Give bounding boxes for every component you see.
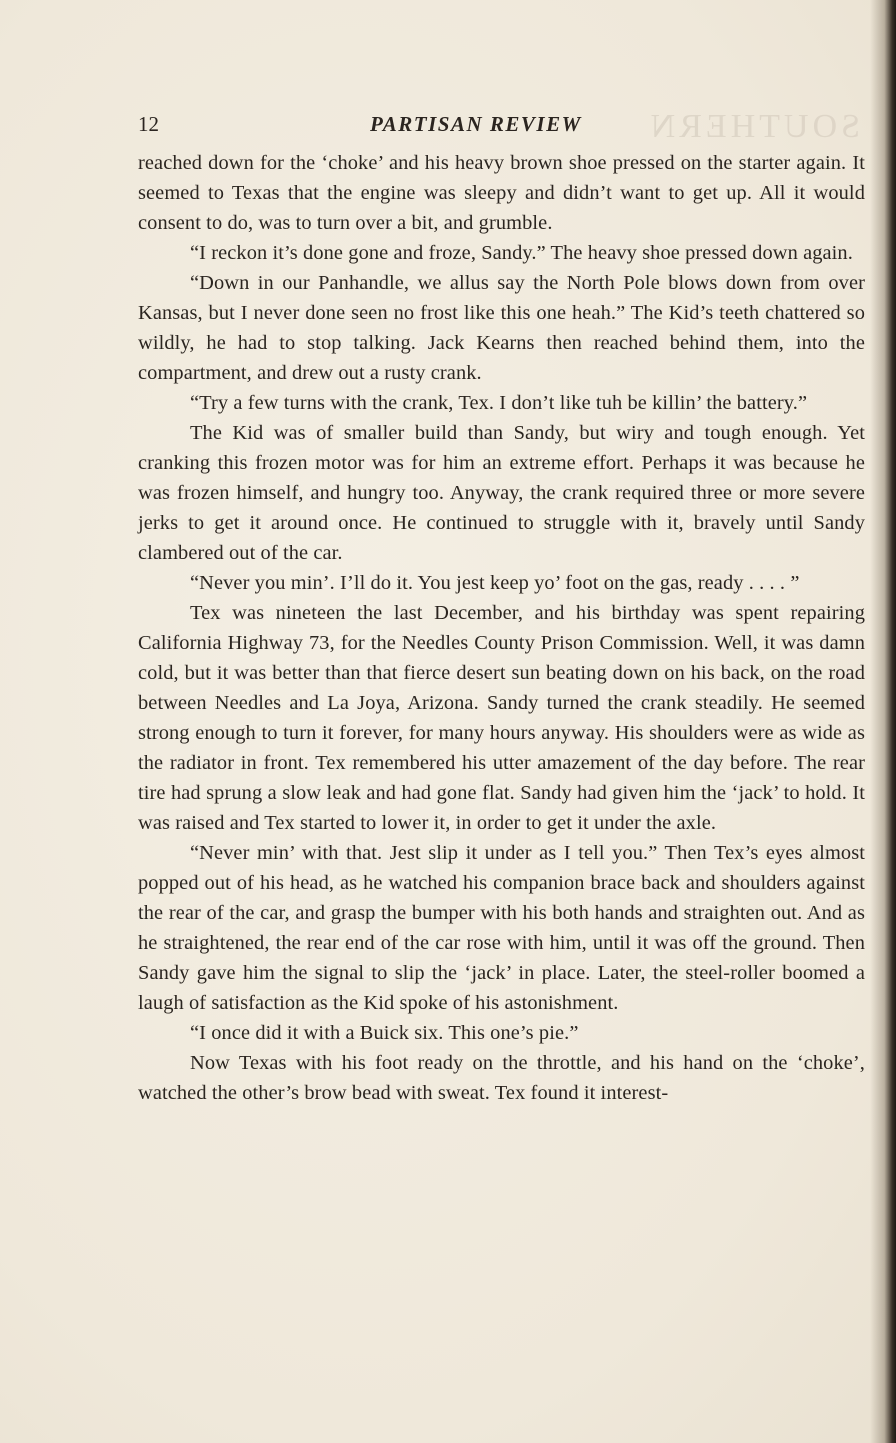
paragraph: The Kid was of smaller build than Sandy, but wiry and tough enough. Yet cranking this frozen motor was for him an extreme effort. Perhaps it was because he was frozen himself, and hungry too. Anyway, the crank required three or more severe jerks to get it around once. He continued to struggle with it, bravely until Sandy clambered out of the car. xyxy=(138,422,865,564)
running-header xyxy=(138,112,866,146)
paragraph: “Never you min’. I’ll do it. You jest keep yo’ foot on the gas, ready . . . . ” xyxy=(190,572,800,594)
paragraph: “Try a few turns with the crank, Tex. I don’t like tuh be killin’ the battery.” xyxy=(190,392,808,414)
paragraph: reached down for the ‘choke’ and his heavy brown shoe pressed on the starter again. It seemed to Texas that the engine was sleepy and didn’t want to get up. All it would consent to do, was to turn over a bit, and grumble. xyxy=(138,152,865,234)
body-text xyxy=(138,148,865,1108)
paragraph: “Never min’ with that. Jest slip it under as I tell you.” Then Tex’s eyes almost popped out of his head, as he watched his companion brace back and shoulders against the rear of the car, and grasp the bumper with his both hands and straighten out. And as he straightened, the rear end of the car rose with him, until it was off the ground. Then Sandy gave him the signal to slip the ‘jack’ in place. Later, the steel-roller boomed a laugh of satisfaction as the Kid spoke of his astonishment. xyxy=(138,842,865,1014)
page-spine-shadow xyxy=(870,0,896,1443)
paragraph: “I once did it with a Buick six. This one’s pie.” xyxy=(190,1022,579,1044)
show-through-text: SOUTHERN xyxy=(646,108,860,145)
page-number: 12 xyxy=(138,112,159,136)
paragraph: Now Texas with his foot ready on the throttle, and his hand on the ‘choke’, watched the other’s brow bead with sweat. Tex found it interest- xyxy=(138,1052,865,1104)
paragraph: “Down in our Panhandle, we allus say the North Pole blows down from over Kansas, but I never done seen no frost like this one heah.” The Kid’s teeth chattered so wildly, he had to stop talking. Jack Kearns then reached behind them, into the compartment, and drew out a rusty crank. xyxy=(138,272,865,384)
paragraph: “I reckon it’s done gone and froze, Sandy.” The heavy shoe pressed down again. xyxy=(190,242,853,264)
paragraph: Tex was nineteen the last December, and his birthday was spent repairing California Highway 73, for the Needles County Prison Commission. Well, it was damn cold, but it was better than that fierce desert sun beating down on his back, on the road between Needles and La Joya, Arizona. Sandy turned the crank steadily. He seemed strong enough to turn it forever, for many hours anyway. His shoulders were as wide as the radiator in front. Tex remembered his utter amazement of the day before. The rear tire had sprung a slow leak and had gone flat. Sandy had given him the ‘jack’ to hold. It was raised and Tex started to lower it, in order to get it under the axle. xyxy=(138,602,865,834)
journal-title: PARTISAN REVIEW xyxy=(370,112,582,136)
